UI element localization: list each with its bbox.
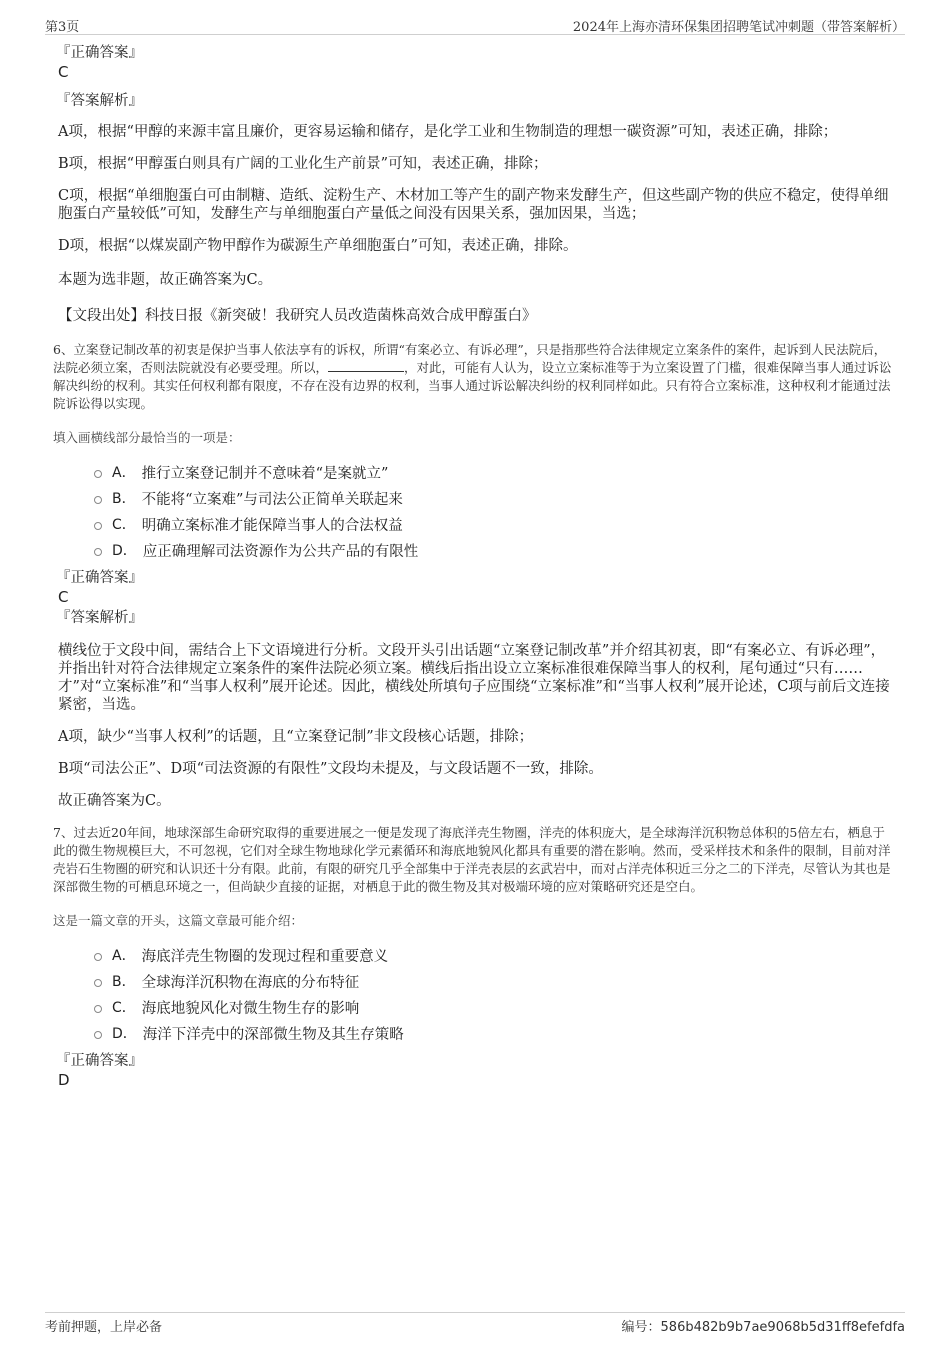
analysis-conclusion: 故正确答案为C。	[58, 793, 171, 809]
question-6-text: 6、立案登记制改革的初衷是保护当事人依法享有的诉权，所谓“有案必立、有诉必理”，只是指那些符合法律规定立案条件的案件，起诉到人民法院后，法院必须立案，否则法院就没有必要受理。所以， ，对此，可能有人认为，设立立案标准等于为立案设置了门槛，很难保障当事人通过诉讼解决纠纷的权利。其实任何权利都有限度，不存在没有边界的权利，当事人通过诉讼解决纠纷的权利同样如此。只有符合立案标准，这种权利才能通过法院诉讼得以实现。	[53, 342, 892, 411]
option-b[interactable]: B． 不能将“立案难”与司法公正简单关联起来	[94, 485, 894, 511]
footer-slogan: 考前押题，上岸必备	[45, 1320, 163, 1335]
analysis-paragraph: 横线位于文段中间，需结合上下文语境进行分析。文段开头引出话题“立案登记制改革”并介绍其初衷，即“有案必立、有诉必理”，并指出针对符合法律规定立案条件的案件法院必须立案。横线后指出设立立案标准很难保障当事人的权利，尾句通过“只有……才”对“立案标准”和“当事人权利”展开论述。因此，横线处所填句子应围绕“立案标准”和“当事人权利”展开论述，C项与前后文连接紧密，当选。	[58, 643, 890, 713]
answer-value: C	[58, 63, 69, 81]
option-a[interactable]: A． 海底洋壳生物圈的发现过程和重要意义	[94, 942, 894, 968]
analysis-conclusion: 本题为选非题，故正确答案为C。	[58, 272, 273, 288]
answer-value: D	[58, 1071, 70, 1089]
source-citation: 【文段出处】科技日报《新突破！我研究人员改造菌株高效合成甲醇蛋白》	[58, 308, 537, 324]
question-7-options	[94, 942, 894, 1046]
analysis-paragraph: C项，根据“单细胞蛋白可由制糖、造纸、淀粉生产、木材加工等产生的副产物来发酵生产，但这些副产物的供应不稳定，使得单细胞蛋白产量较低”可知，发酵生产与单细胞蛋白产量低之间没有因果关系，强加因果，当选；	[58, 188, 889, 222]
radio-icon[interactable]	[94, 496, 102, 504]
question-6-prompt: 填入画横线部分最恰当的一项是：	[53, 430, 241, 445]
radio-icon[interactable]	[94, 1005, 102, 1013]
page-header	[45, 14, 905, 35]
analysis-label: 『答案解析』	[56, 610, 143, 626]
radio-icon[interactable]	[94, 548, 102, 556]
radio-icon[interactable]	[94, 953, 102, 961]
option-b[interactable]: B． 全球海洋沉积物在海底的分布特征	[94, 968, 894, 994]
page-number: 第3页	[45, 20, 80, 35]
radio-icon[interactable]	[94, 1031, 102, 1039]
analysis-paragraph: B项“司法公正”、D项“司法资源的有限性”文段均未提及，与文段话题不一致，排除。	[58, 761, 603, 777]
option-c[interactable]: C． 海底地貌风化对微生物生存的影响	[94, 994, 894, 1020]
option-c[interactable]: C． 明确立案标准才能保障当事人的合法权益	[94, 511, 894, 537]
document-code: 编号：586b482b9b7ae9068b5d31ff8efefdfa	[621, 1320, 905, 1335]
analysis-paragraph: A项，缺少“当事人权利”的话题，且“立案登记制”非文段核心话题，排除；	[58, 729, 534, 745]
main-content	[53, 44, 894, 1090]
radio-icon[interactable]	[94, 979, 102, 987]
analysis-label: 『答案解析』	[56, 93, 143, 109]
answer-value: C	[58, 588, 69, 606]
answer-label: 『正确答案』	[56, 570, 143, 586]
option-d[interactable]: D． 应正确理解司法资源作为公共产品的有限性	[94, 537, 894, 563]
question-7-text: 7、过去近20年间，地球深部生命研究取得的重要进展之一便是发现了海底洋壳生物圈，洋壳的体积庞大，是全球海洋沉积物总体积的5倍左右，栖息于此的微生物规模巨大，不可忽视，它们对全球生物地球化学元素循环和海底地貌风化都具有重要的潜在影响。然而，受采样技术和条件的限制，目前对洋壳岩石生物圈的研究和认识还十分有限。此前，有限的研究几乎全部集中于洋壳表层的玄武岩中，而对占洋壳体积近三分之二的下洋壳，尽管认为其也是深部微生物的可栖息环境之一，但尚缺少直接的证据，对栖息于此的微生物及其对极端环境的应对策略研究还是空白。	[53, 825, 891, 894]
option-d[interactable]: D． 海洋下洋壳中的深部微生物及其生存策略	[94, 1020, 894, 1046]
analysis-paragraph: B项，根据“甲醇蛋白则具有广阔的工业化生产前景”可知，表述正确，排除；	[58, 156, 548, 172]
radio-icon[interactable]	[94, 470, 102, 478]
question-7-prompt: 这是一篇文章的开头，这篇文章最可能介绍：	[53, 913, 304, 928]
analysis-paragraph: D项，根据“以煤炭副产物甲醇作为碳源生产单细胞蛋白”可知，表述正确，排除。	[58, 238, 578, 254]
option-a[interactable]: A． 推行立案登记制并不意味着“是案就立”	[94, 459, 894, 485]
document-title: 2024年上海亦清环保集团招聘笔试冲刺题（带答案解析）	[572, 20, 905, 35]
radio-icon[interactable]	[94, 522, 102, 530]
question-6-options	[94, 459, 894, 563]
answer-label: 『正确答案』	[56, 1053, 143, 1069]
answer-label: 『正确答案』	[56, 45, 143, 61]
fill-in-blank	[328, 359, 404, 372]
analysis-paragraph: A项，根据“甲醇的来源丰富且廉价，更容易运输和储存，是化学工业和生物制造的理想一碳资源”可知，表述正确，排除；	[58, 124, 838, 140]
page-footer	[45, 1312, 905, 1337]
